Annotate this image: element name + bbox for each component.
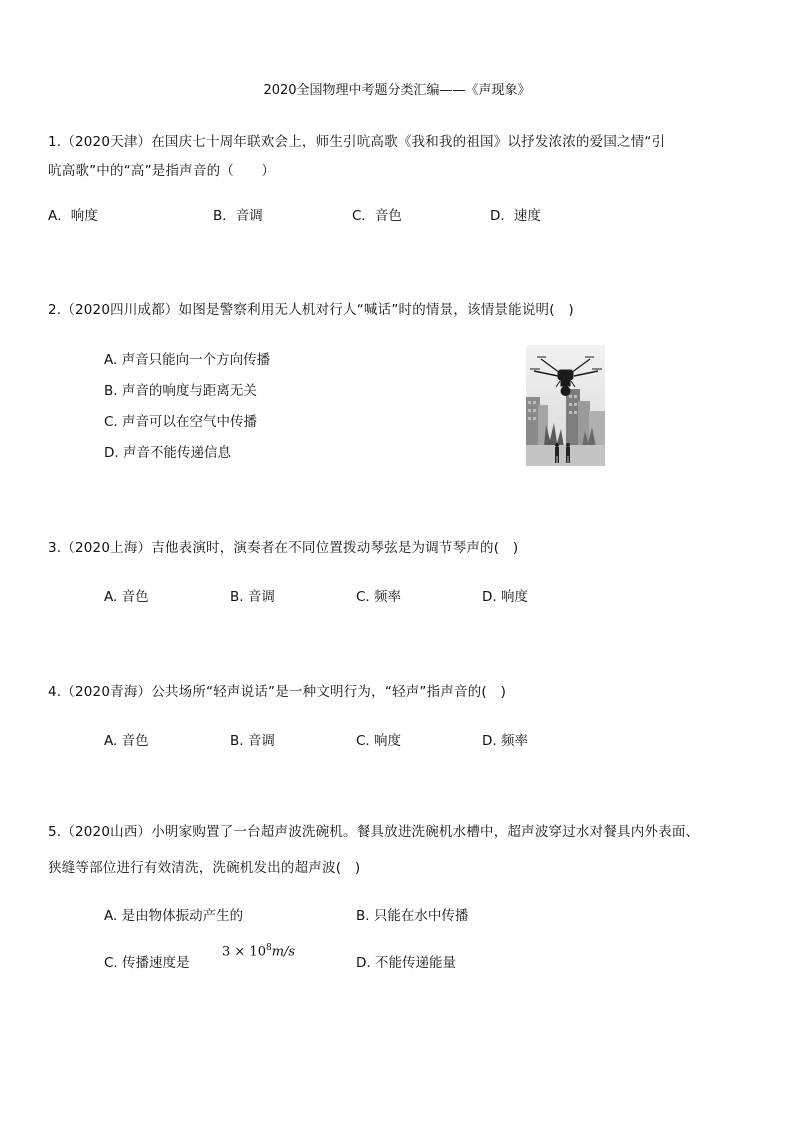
question-4-option-d: D. 频率	[482, 733, 528, 749]
question-3-option-a: A. 音色	[104, 589, 149, 605]
question-4-option-c: C. 响度	[356, 733, 402, 749]
question-4-line-1: 4.（2020青海）公共场所“轻声说话”是一种文明行为，“轻声”指声音的( )	[48, 684, 507, 700]
question-5-line-2: 狭缝等部位进行有效清洗，洗碗机发出的超声波( )	[48, 860, 361, 876]
drone-police-photo	[526, 345, 605, 466]
question-3-option-c: C. 频率	[356, 589, 402, 605]
question-3-option-d: D. 响度	[482, 589, 528, 605]
formula-base: 3 × 10	[222, 944, 266, 960]
question-3-option-b: B. 音调	[230, 589, 275, 605]
question-2-option-d: D. 声音不能传递信息	[104, 445, 231, 461]
question-2-line-1: 2.（2020四川成都）如图是警察利用无人机对行人“喊话”时的情景，该情景能说明( )	[48, 302, 574, 318]
question-2-option-c: C. 声音可以在空气中传播	[104, 414, 258, 430]
question-4-option-a: A. 音色	[104, 733, 149, 749]
question-2-option-b: B. 声音的响度与距离无关	[104, 383, 257, 399]
question-1-option-c: C．音色	[352, 208, 402, 224]
question-5-option-a: A. 是由物体振动产生的	[104, 908, 244, 924]
question-3-line-1: 3.（2020上海）吉他表演时，演奏者在不同位置拨动琴弦是为调节琴声的( )	[48, 540, 519, 556]
question-4-option-b: B. 音调	[230, 733, 275, 749]
question-5-option-b: B. 只能在水中传播	[356, 908, 469, 924]
question-1-option-b: B．音调	[213, 208, 263, 224]
question-1-option-d: D．速度	[490, 208, 541, 224]
formula-exponent: 8	[265, 943, 272, 953]
formula-unit: m/s	[271, 944, 296, 960]
question-2-option-a: A. 声音只能向一个方向传播	[104, 352, 271, 368]
question-1-line-2: 吭高歌”中的“高”是指声音的（ ）	[48, 163, 276, 179]
speed-formula	[222, 943, 295, 959]
question-1-option-a: A．响度	[48, 208, 98, 224]
question-5-option-d: D. 不能传递能量	[356, 955, 456, 971]
question-5-line-1: 5.（2020山西）小明家购置了一台超声波洗碗机。餐具放进洗碗机水槽中，超声波穿过水对餐具内外表面、	[48, 824, 700, 840]
page-title: 2020全国物理中考题分类汇编——《声现象》	[263, 83, 531, 98]
question-1-line-1: 1.（2020天津）在国庆七十周年联欢会上，师生引吭高歌《我和我的祖国》以抒发浓浓的爱国之情“引	[48, 134, 666, 150]
question-5-option-c: C. 传播速度是	[104, 955, 190, 971]
